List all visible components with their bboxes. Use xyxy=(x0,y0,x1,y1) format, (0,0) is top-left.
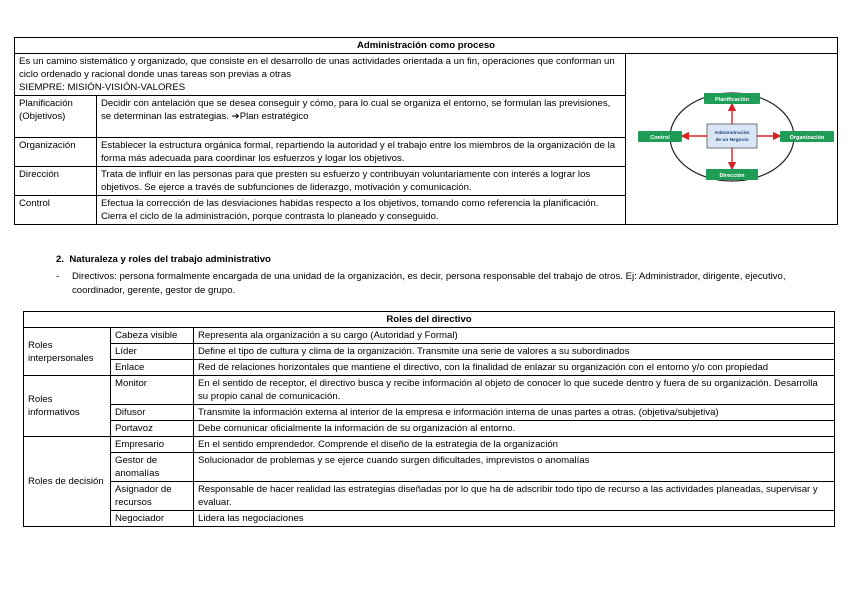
process-desc: Decidir con antelación que se desea conseguir y cómo, para lo cual se organiza el entorno, se formulan las previsiones, se determinan las estrategias. ➔Plan estratégico xyxy=(97,96,626,138)
process-intro-text: Es un camino sistemático y organizado, que consiste en el desarrollo de unas actividades orientada a un fin, operaciones que conforman un ciclo ordenado y racional donde unas tareas son previas a otras xyxy=(19,56,615,80)
role-name: Cabeza visible xyxy=(111,328,194,344)
role-desc: Debe comunicar oficialmente la información de su organización al entorno. xyxy=(194,421,835,437)
process-diagram-cell xyxy=(626,54,838,225)
role-name: Gestor de anomalías xyxy=(111,453,194,482)
section-title: Naturaleza y roles del trabajo administrativo xyxy=(69,254,271,265)
role-desc: Lidera las negociaciones xyxy=(194,511,835,527)
diagram-center-box xyxy=(707,124,757,148)
role-group-name: Roles de decisión xyxy=(24,437,111,527)
bullet-text: Directivos: persona formalmente encargada de una unidad de la organización, es decir, persona responsable del trabajo de otros. Ej: Administrador, dirigente, ejecutivo, coordinador, gerente, gestor de grupo. xyxy=(72,271,786,296)
role-desc: En el sentido de receptor, el directivo busca y recibe información al objeto de conocer lo que sucede dentro y fuera de su organización. Desarrolla su propio canal de comunicación. xyxy=(194,376,835,405)
role-desc: En el sentido emprendedor. Comprende el diseño de la estrategia de la organización xyxy=(194,437,835,453)
role-name: Enlace xyxy=(111,360,194,376)
diagram-organizacion-label: Organización xyxy=(789,135,825,141)
process-desc: Trata de influir en las personas para que presten su esfuerzo y contribuyan voluntariamente con interés a lograr los objetivos. Se ejerce a través de subfunciones de liderazgo, motivación y comunicación. xyxy=(97,167,626,196)
role-name: Negociador xyxy=(111,511,194,527)
diagram-center-line1: Administración xyxy=(714,131,750,136)
role-desc: Define el tipo de cultura y clima de la organización. Transmite una serie de valores a su subordinados xyxy=(194,344,835,360)
role-name: Líder xyxy=(111,344,194,360)
diagram-control-label: Control xyxy=(650,135,670,141)
process-intro xyxy=(15,54,626,96)
roles-table xyxy=(23,311,835,527)
process-table xyxy=(14,37,838,225)
diagram-direccion-label: Dirección xyxy=(719,173,745,179)
process-term: Control xyxy=(15,196,97,225)
roles-table-title: Roles del directivo xyxy=(24,312,835,328)
role-desc: Representa ala organización a su cargo (Autoridad y Formal) xyxy=(194,328,835,344)
section-number: 2. xyxy=(56,254,65,265)
process-desc: Establecer la estructura orgánica formal, repartiendo la autoridad y el trabajo entre los miembros de la organización de la forma más adecuada para coordinar los esfuerzos y logar los objetivos. xyxy=(97,138,626,167)
role-desc: Responsable de hacer realidad las estrategias diseñadas por lo que ha de adscribir todo tipo de recurso a las actividades planeadas, supervisar y evaluar. xyxy=(194,482,835,511)
diagram-planificacion-label: Planificación xyxy=(715,97,749,103)
role-name: Empresario xyxy=(111,437,194,453)
process-term: Dirección xyxy=(15,167,97,196)
process-always: SIEMPRE: MISIÓN-VISIÓN-VALORES xyxy=(19,82,186,93)
section-heading xyxy=(56,254,271,265)
process-cycle-diagram xyxy=(626,73,838,201)
diagram-center-line2: de un Negocio xyxy=(715,138,749,143)
bullet-dash: - xyxy=(56,271,60,282)
role-group-name: Roles interpersonales xyxy=(24,328,111,376)
process-term: Planificación (Objetivos) xyxy=(15,96,97,138)
role-name: Portavoz xyxy=(111,421,194,437)
role-desc: Transmite la información externa al interior de la empresa e información interna de unas partes a otras. (objetiva/subjetiva) xyxy=(194,405,835,421)
role-name: Monitor xyxy=(111,376,194,405)
process-term: Organización xyxy=(15,138,97,167)
role-desc: Red de relaciones horizontales que mantiene el directivo, con la finalidad de enlazar su organización con el entorno y/o con propiedad xyxy=(194,360,835,376)
role-name: Asignador de recursos xyxy=(111,482,194,511)
role-desc: Solucionador de problemas y se ejerce cuando surgen dificultades, imprevistos o anomalías xyxy=(194,453,835,482)
process-desc: Efectua la corrección de las desviaciones habidas respecto a los objetivos, tomando como referencia la planificación. Cierra el ciclo de la administración, porque contrasta lo planeado y conseguido. xyxy=(97,196,626,225)
role-group-name: Roles informativos xyxy=(24,376,111,437)
role-name: Difusor xyxy=(111,405,194,421)
process-table-title: Administración como proceso xyxy=(15,38,838,54)
